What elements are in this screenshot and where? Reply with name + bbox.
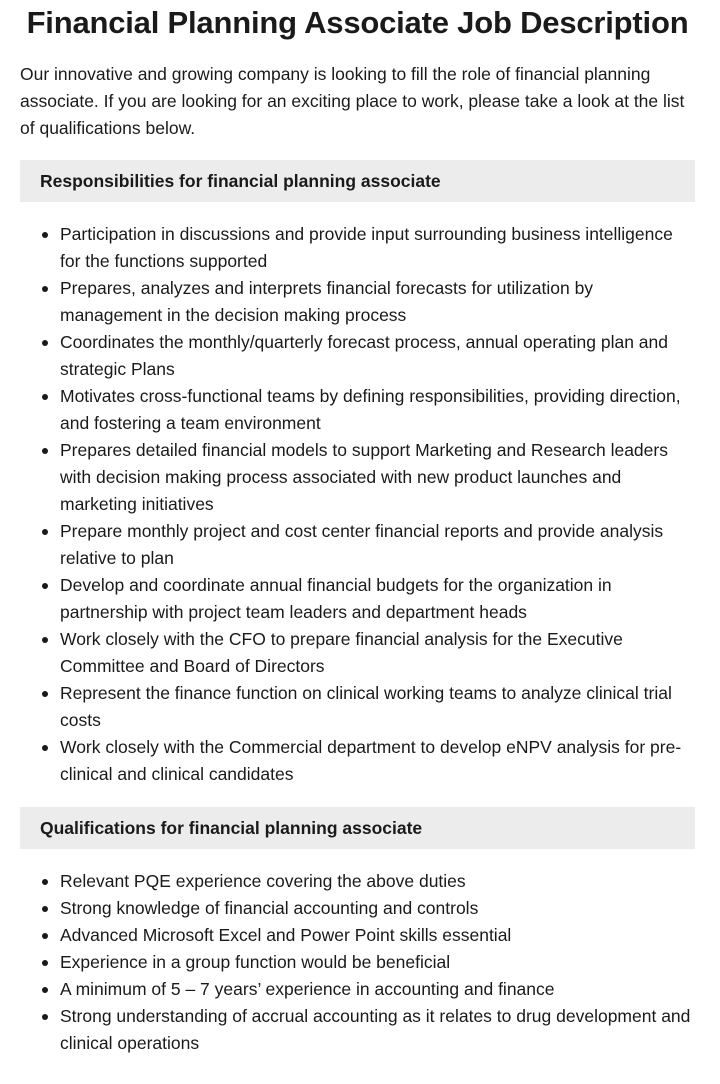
list-item: Represent the finance function on clinical working teams to analyze clinical trial costs <box>60 680 695 734</box>
list-item: Advanced Microsoft Excel and Power Point skills essential <box>60 922 695 949</box>
intro-paragraph: Our innovative and growing company is looking to fill the role of financial planning associate. If you are looking for an exciting place to work, please take a look at the list of qualifications below. <box>20 64 685 138</box>
page-title: Financial Planning Associate Job Description <box>26 5 689 40</box>
list-item: A minimum of 5 – 7 years’ experience in accounting and finance <box>60 976 695 1003</box>
list-item: Coordinates the monthly/quarterly forecast process, annual operating plan and strategic Plans <box>60 329 695 383</box>
list-item: Develop and coordinate annual financial budgets for the organization in partnership with project team leaders and department heads <box>60 572 695 626</box>
qualifications-list <box>20 849 695 1076</box>
list-item: Strong understanding of accrual accounting as it relates to drug development and clinical operations <box>60 1003 695 1057</box>
list-item: Participation in discussions and provide input surrounding business intelligence for the functions supported <box>60 221 695 275</box>
qualifications-heading: Qualifications for financial planning associate <box>20 807 695 849</box>
list-item: Prepares detailed financial models to support Marketing and Research leaders with decision making process associated with new product launches and marketing initiatives <box>60 437 695 518</box>
list-item: Work closely with the CFO to prepare financial analysis for the Executive Committee and Board of Directors <box>60 626 695 680</box>
responsibilities-list <box>20 202 695 807</box>
list-item: Motivates cross-functional teams by defining responsibilities, providing direction, and fostering a team environment <box>60 383 695 437</box>
list-item: Prepare monthly project and cost center financial reports and provide analysis relative to plan <box>60 518 695 572</box>
list-item: Experience in a group function would be beneficial <box>60 949 695 976</box>
list-item: Work closely with the Commercial department to develop eNPV analysis for pre-clinical and clinical candidates <box>60 734 695 788</box>
list-item: Prepares, analyzes and interprets financial forecasts for utilization by management in the decision making process <box>60 275 695 329</box>
responsibilities-heading: Responsibilities for financial planning associate <box>20 160 695 202</box>
list-item: Strong knowledge of financial accounting and controls <box>60 895 695 922</box>
list-item: Relevant PQE experience covering the above duties <box>60 868 695 895</box>
